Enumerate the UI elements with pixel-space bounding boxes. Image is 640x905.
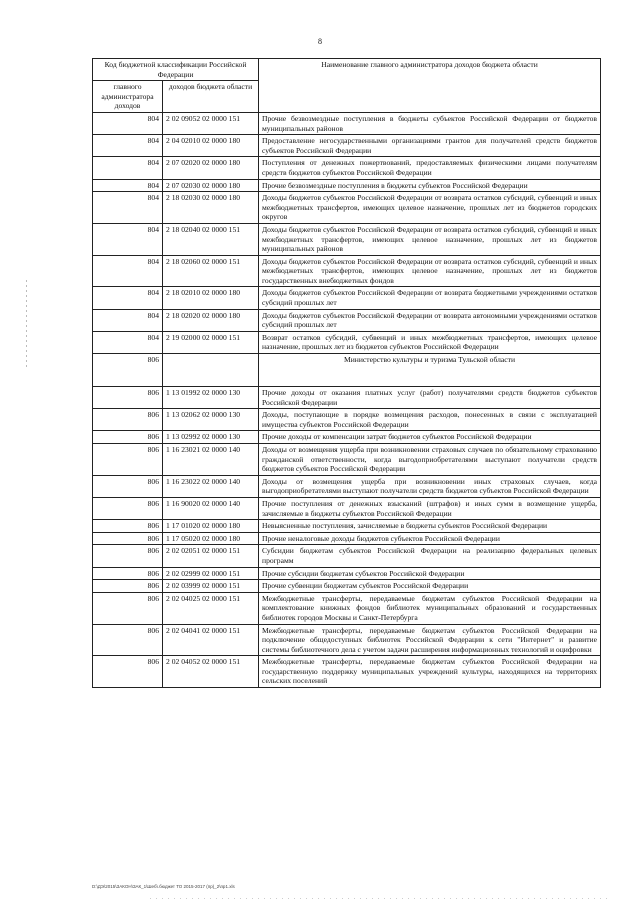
income-code-cell: 1 16 90020 02 0000 140 [163, 497, 259, 519]
income-name-cell: Межбюджетные трансферты, передаваемые бюджетам субъектов Российской Федерации на подключение общедоступных библиотек Российской Федерации к сети "Интернет" и развитие системы библиотечного дела с учетом задачи расширения информационных технологий и оцифровки [259, 624, 601, 656]
file-path-footer: D:\ДЭ\2015\ЗАКОН\ЗАК_1\Шеб\.бюджет ТО 2015-2017 (пр)_2\пр1.xls [92, 884, 235, 889]
income-name-cell: Прочие субвенции бюджетам субъектов Российской Федерации [259, 580, 601, 593]
header-income-column: доходов бюджета области [163, 81, 259, 113]
admin-code-cell: 806 [93, 624, 163, 656]
table-row [93, 255, 601, 287]
table-row [93, 112, 601, 134]
income-name-cell: Предоставление негосударственными организациями грантов для получателей средств бюджетов субъектов Российской Федерации [259, 135, 601, 157]
income-name-cell: Прочие безвозмездные поступления в бюджеты субъектов Российской Федерации от бюджетов муниципальных районов [259, 112, 601, 134]
admin-code-cell: 804 [93, 112, 163, 134]
income-code-cell: 2 02 02999 02 0000 151 [163, 567, 259, 580]
admin-code-cell: 806 [93, 580, 163, 593]
income-code-cell [163, 354, 259, 387]
income-name-cell: Субсидии бюджетам субъектов Российской Федерации на реализацию федеральных целевых программ [259, 545, 601, 567]
admin-code-cell: 804 [93, 331, 163, 353]
page-number: 8 [318, 37, 322, 46]
admin-code-cell: 804 [93, 179, 163, 192]
income-name-cell: Прочие субсидии бюджетам субъектов Российской Федерации [259, 567, 601, 580]
income-code-cell: 2 02 03999 02 0000 151 [163, 580, 259, 593]
income-code-cell: 2 07 02020 02 0000 180 [163, 157, 259, 179]
admin-code-cell: 806 [93, 387, 163, 409]
section-row [93, 354, 601, 387]
income-code-cell: 2 19 02000 02 0000 151 [163, 331, 259, 353]
income-name-cell: Прочие неналоговые доходы бюджетов субъектов Российской Федерации [259, 532, 601, 545]
income-code-cell: 1 16 23021 02 0000 140 [163, 444, 259, 476]
revenue-administrators-table [92, 58, 601, 688]
income-code-cell: 1 16 23022 02 0000 140 [163, 475, 259, 497]
table-row [93, 532, 601, 545]
table-row [93, 135, 601, 157]
admin-code-cell: 806 [93, 444, 163, 476]
income-code-cell: 2 18 02020 02 0000 180 [163, 309, 259, 331]
income-name-cell: Доходы, поступающие в порядке возмещения расходов, понесенных в связи с эксплуатацией имущества субъектов Российской Федерации [259, 409, 601, 431]
admin-code-cell: 806 [93, 532, 163, 545]
income-code-cell: 2 18 02060 02 0000 151 [163, 255, 259, 287]
income-code-cell: 2 02 02051 02 0000 151 [163, 545, 259, 567]
income-code-cell: 2 18 02030 02 0000 180 [163, 192, 259, 224]
income-code-cell: 1 17 01020 02 0000 180 [163, 520, 259, 533]
income-code-cell: 2 04 02010 02 0000 180 [163, 135, 259, 157]
admin-code-cell: 804 [93, 135, 163, 157]
income-code-cell: 2 02 04041 02 0000 151 [163, 624, 259, 656]
header-name-column: Наименование главного администратора доходов бюджета области [259, 59, 601, 113]
admin-code-cell: 804 [93, 223, 163, 255]
income-name-cell: Прочие поступления от денежных взысканий (штрафов) и иных сумм в возмещение ущерба, зачисляемые в бюджеты субъектов Российской Федерации [259, 497, 601, 519]
table-row [93, 580, 601, 593]
table-row [93, 520, 601, 533]
income-name-cell: Поступления от денежных пожертвований, предоставляемых физическими лицами получателям средств бюджетов субъектов Российской Федерации [259, 157, 601, 179]
admin-code-cell: 806 [93, 431, 163, 444]
income-name-cell: Прочие доходы от компенсации затрат бюджетов субъектов Российской Федерации [259, 431, 601, 444]
income-name-cell: Межбюджетные трансферты, передаваемые бюджетам субъектов Российской Федерации на государственную поддержку муниципальных учреждений культуры, находящихся на территориях сельских поселений [259, 656, 601, 688]
admin-code-cell: 806 [93, 520, 163, 533]
admin-code-cell: 804 [93, 309, 163, 331]
scan-noise-line [150, 898, 610, 899]
admin-code-cell: 804 [93, 287, 163, 309]
header-row-1 [93, 59, 601, 81]
income-code-cell: 2 02 04025 02 0000 151 [163, 592, 259, 624]
table-row [93, 624, 601, 656]
income-code-cell: 2 18 02010 02 0000 180 [163, 287, 259, 309]
table-row [93, 431, 601, 444]
income-name-cell: Доходы от возмещения ущерба при возникновении страховых случаев по обязательному страхованию гражданской ответственности, когда выгодоприобретателями выступают получатели средств бюджетов субъектов Российской Федерации [259, 444, 601, 476]
income-name-cell: Доходы бюджетов субъектов Российской Федерации от возврата бюджетными учреждениями остатков субсидий прошлых лет [259, 287, 601, 309]
income-name-cell: Прочие безвозмездные поступления в бюджеты субъектов Российской Федерации [259, 179, 601, 192]
admin-code-cell: 806 [93, 567, 163, 580]
table-row [93, 387, 601, 409]
admin-code-cell: 804 [93, 255, 163, 287]
income-name-cell: Доходы от возмещения ущерба при возникновении иных страховых случаев, когда выгодоприобретателями выступают получатели средств бюджетов субъектов Российской Федерации [259, 475, 601, 497]
admin-code-cell: 806 [93, 354, 163, 387]
income-code-cell: 2 07 02030 02 0000 180 [163, 179, 259, 192]
income-name-cell: Межбюджетные трансферты, передаваемые бюджетам субъектов Российской Федерации на комплектование книжных фондов библиотек муниципальных образований и государственных библиотек городов Москвы и Санкт-Петербурга [259, 592, 601, 624]
table-row [93, 545, 601, 567]
admin-code-cell: 806 [93, 592, 163, 624]
table-row [93, 157, 601, 179]
income-code-cell: 2 02 04052 02 0000 151 [163, 656, 259, 688]
table-row [93, 192, 601, 224]
admin-code-cell: 804 [93, 157, 163, 179]
table-row [93, 223, 601, 255]
income-name-cell: Невыясненные поступления, зачисляемые в бюджеты субъектов Российской Федерации [259, 520, 601, 533]
margin-scan-mark [26, 280, 27, 370]
table-row [93, 592, 601, 624]
income-name-cell: Доходы бюджетов субъектов Российской Федерации от возврата автономными учреждениями остатков субсидий прошлых лет [259, 309, 601, 331]
table-row [93, 179, 601, 192]
income-name-cell: Доходы бюджетов субъектов Российской Федерации от возврата остатков субсидий, субвенций и иных межбюджетных трансфертов, имеющих целевое назначение, прошлых лет из бюджетов муниципальных районов [259, 223, 601, 255]
admin-code-cell: 806 [93, 475, 163, 497]
section-title-cell: Министерство культуры и туризма Тульской области [259, 354, 601, 387]
income-code-cell: 1 13 02992 02 0000 130 [163, 431, 259, 444]
income-code-cell: 2 18 02040 02 0000 151 [163, 223, 259, 255]
income-name-cell: Доходы бюджетов субъектов Российской Федерации от возврата остатков субсидий, субвенций и иных межбюджетных трансфертов, имеющих целевое назначение, прошлых лет из бюджетов государственных внебюджетных фондов [259, 255, 601, 287]
table-row [93, 287, 601, 309]
admin-code-cell: 806 [93, 656, 163, 688]
income-name-cell: Возврат остатков субсидий, субвенций и иных межбюджетных трансфертов, имеющих целевое назначение, прошлых лет из бюджетов субъектов Российской Федерации [259, 331, 601, 353]
income-code-cell: 1 17 05020 02 0000 180 [163, 532, 259, 545]
table-row [93, 409, 601, 431]
admin-code-cell: 806 [93, 497, 163, 519]
table-row [93, 331, 601, 353]
table-row [93, 656, 601, 688]
table-row [93, 567, 601, 580]
header-admin-column: главного администратора доходов [93, 81, 163, 113]
admin-code-cell: 804 [93, 192, 163, 224]
income-name-cell: Доходы бюджетов субъектов Российской Федерации от возврата остатков субсидий, субвенций и иных межбюджетных трансфертов, имеющих целевое назначение, прошлых лет из бюджетов городских округов [259, 192, 601, 224]
income-code-cell: 1 13 01992 02 0000 130 [163, 387, 259, 409]
admin-code-cell: 806 [93, 545, 163, 567]
table-row [93, 444, 601, 476]
income-name-cell: Прочие доходы от оказания платных услуг (работ) получателями средств бюджетов субъектов Российской Федерации [259, 387, 601, 409]
header-code-group: Код бюджетной классификации Российской Федерации [93, 59, 259, 81]
table-row [93, 497, 601, 519]
table-row [93, 475, 601, 497]
admin-code-cell: 806 [93, 409, 163, 431]
income-code-cell: 1 13 02062 02 0000 130 [163, 409, 259, 431]
income-code-cell: 2 02 09052 02 0000 151 [163, 112, 259, 134]
table-row [93, 309, 601, 331]
